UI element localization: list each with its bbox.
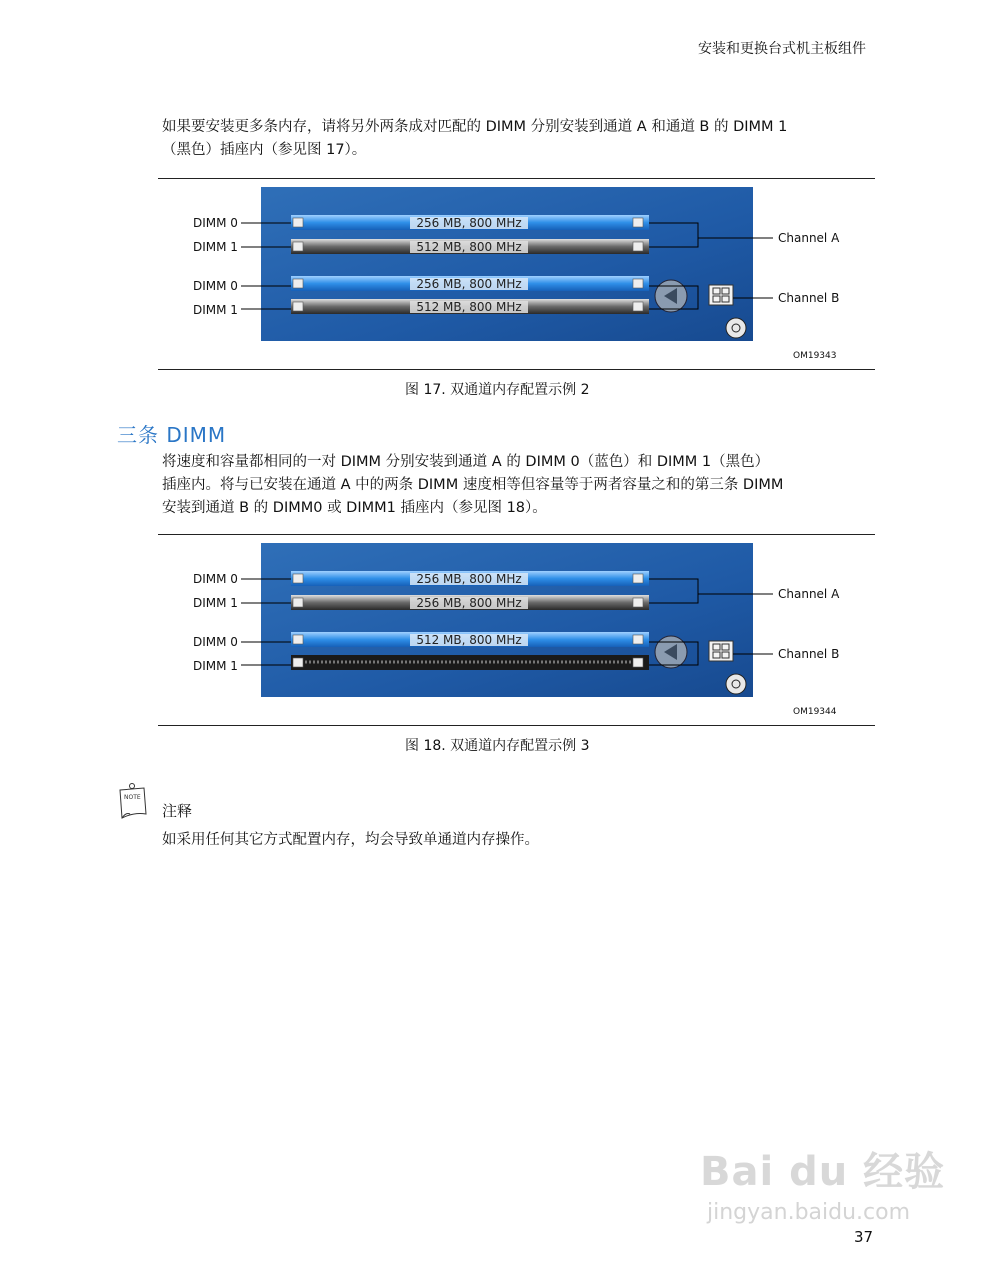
note-title: 注释 [162,802,193,820]
intro-paragraph [162,116,882,162]
fig18-label-dimm1-b: DIMM 1 [193,659,238,673]
figure-17-caption: 图 17. 双通道内存配置示例 2 [405,382,590,398]
svg-text:NOTE: NOTE [124,794,141,801]
figure-18-top-rule [158,534,875,535]
fig17-label-dimm0-a: DIMM 0 [193,216,238,230]
slot-b0-label: 512 MB, 800 MHz [416,633,522,647]
slot-a1-label: 256 MB, 800 MHz [416,596,522,610]
section-line-1: 将速度和容量都相同的一对 DIMM 分别安装到通道 A 的 DIMM 0（蓝色）和 DIMM 1（黑色） [162,454,770,470]
watermark-brand: Bai du 经验 [700,1149,946,1195]
fig17-code: OM19343 [793,351,837,361]
running-header: 安装和更换台式机主板组件 [698,41,866,57]
screw-hole-icon [726,318,746,338]
fig17-label-dimm1-b: DIMM 1 [193,303,238,317]
fig17-channel-a: Channel A [778,231,840,245]
fig18-channel-a: Channel A [778,587,840,601]
fig18-code: OM19344 [793,707,837,717]
watermark-url: jingyan.baidu.com [707,1200,911,1225]
figure-18-bottom-rule [158,725,875,726]
screw-hole-icon [726,674,746,694]
fig17-channel-b: Channel B [778,291,840,305]
section-title: 三条 DIMM [117,423,227,447]
fig18-channel-b: Channel B [778,647,840,661]
slot-a0-label: 256 MB, 800 MHz [416,572,522,586]
fig18-label-dimm0-a: DIMM 0 [193,572,238,586]
slot-b0-label: 256 MB, 800 MHz [416,277,522,291]
intro-line-2: （黑色）插座内（参见图 17）。 [162,142,367,158]
board [261,187,753,341]
note-text: 如采用任何其它方式配置内存，均会导致单通道内存操作。 [162,832,539,848]
figure-17-top-rule [158,178,875,179]
board [261,543,753,697]
figure-17 [193,185,853,365]
figure-17-bottom-rule [158,369,875,370]
section-paragraph [162,451,882,520]
fig18-label-dimm0-b: DIMM 0 [193,635,238,649]
slot-a0-label: 256 MB, 800 MHz [416,216,522,230]
figure-18-caption: 图 18. 双通道内存配置示例 3 [405,738,590,754]
figure-18 [193,541,853,721]
section-line-2: 插座内。将与已安装在通道 A 中的两条 DIMM 速度相等但容量等于两者容量之和的第三条 DIMM [162,477,784,493]
fig17-label-dimm0-b: DIMM 0 [193,279,238,293]
slot-b1-label: 512 MB, 800 MHz [416,300,522,314]
fig18-label-dimm1-a: DIMM 1 [193,596,238,610]
fig17-label-dimm1-a: DIMM 1 [193,240,238,254]
intro-line-1: 如果要安装更多条内存，请将另外两条成对匹配的 DIMM 分别安装到通道 A 和通道 B 的 DIMM 1 [162,119,788,135]
section-line-3: 安装到通道 B 的 DIMM0 或 DIMM1 插座内（参见图 18）。 [162,500,547,516]
slot-a1-label: 512 MB, 800 MHz [416,240,522,254]
note-icon [116,782,150,822]
page-number: 37 [854,1228,874,1246]
